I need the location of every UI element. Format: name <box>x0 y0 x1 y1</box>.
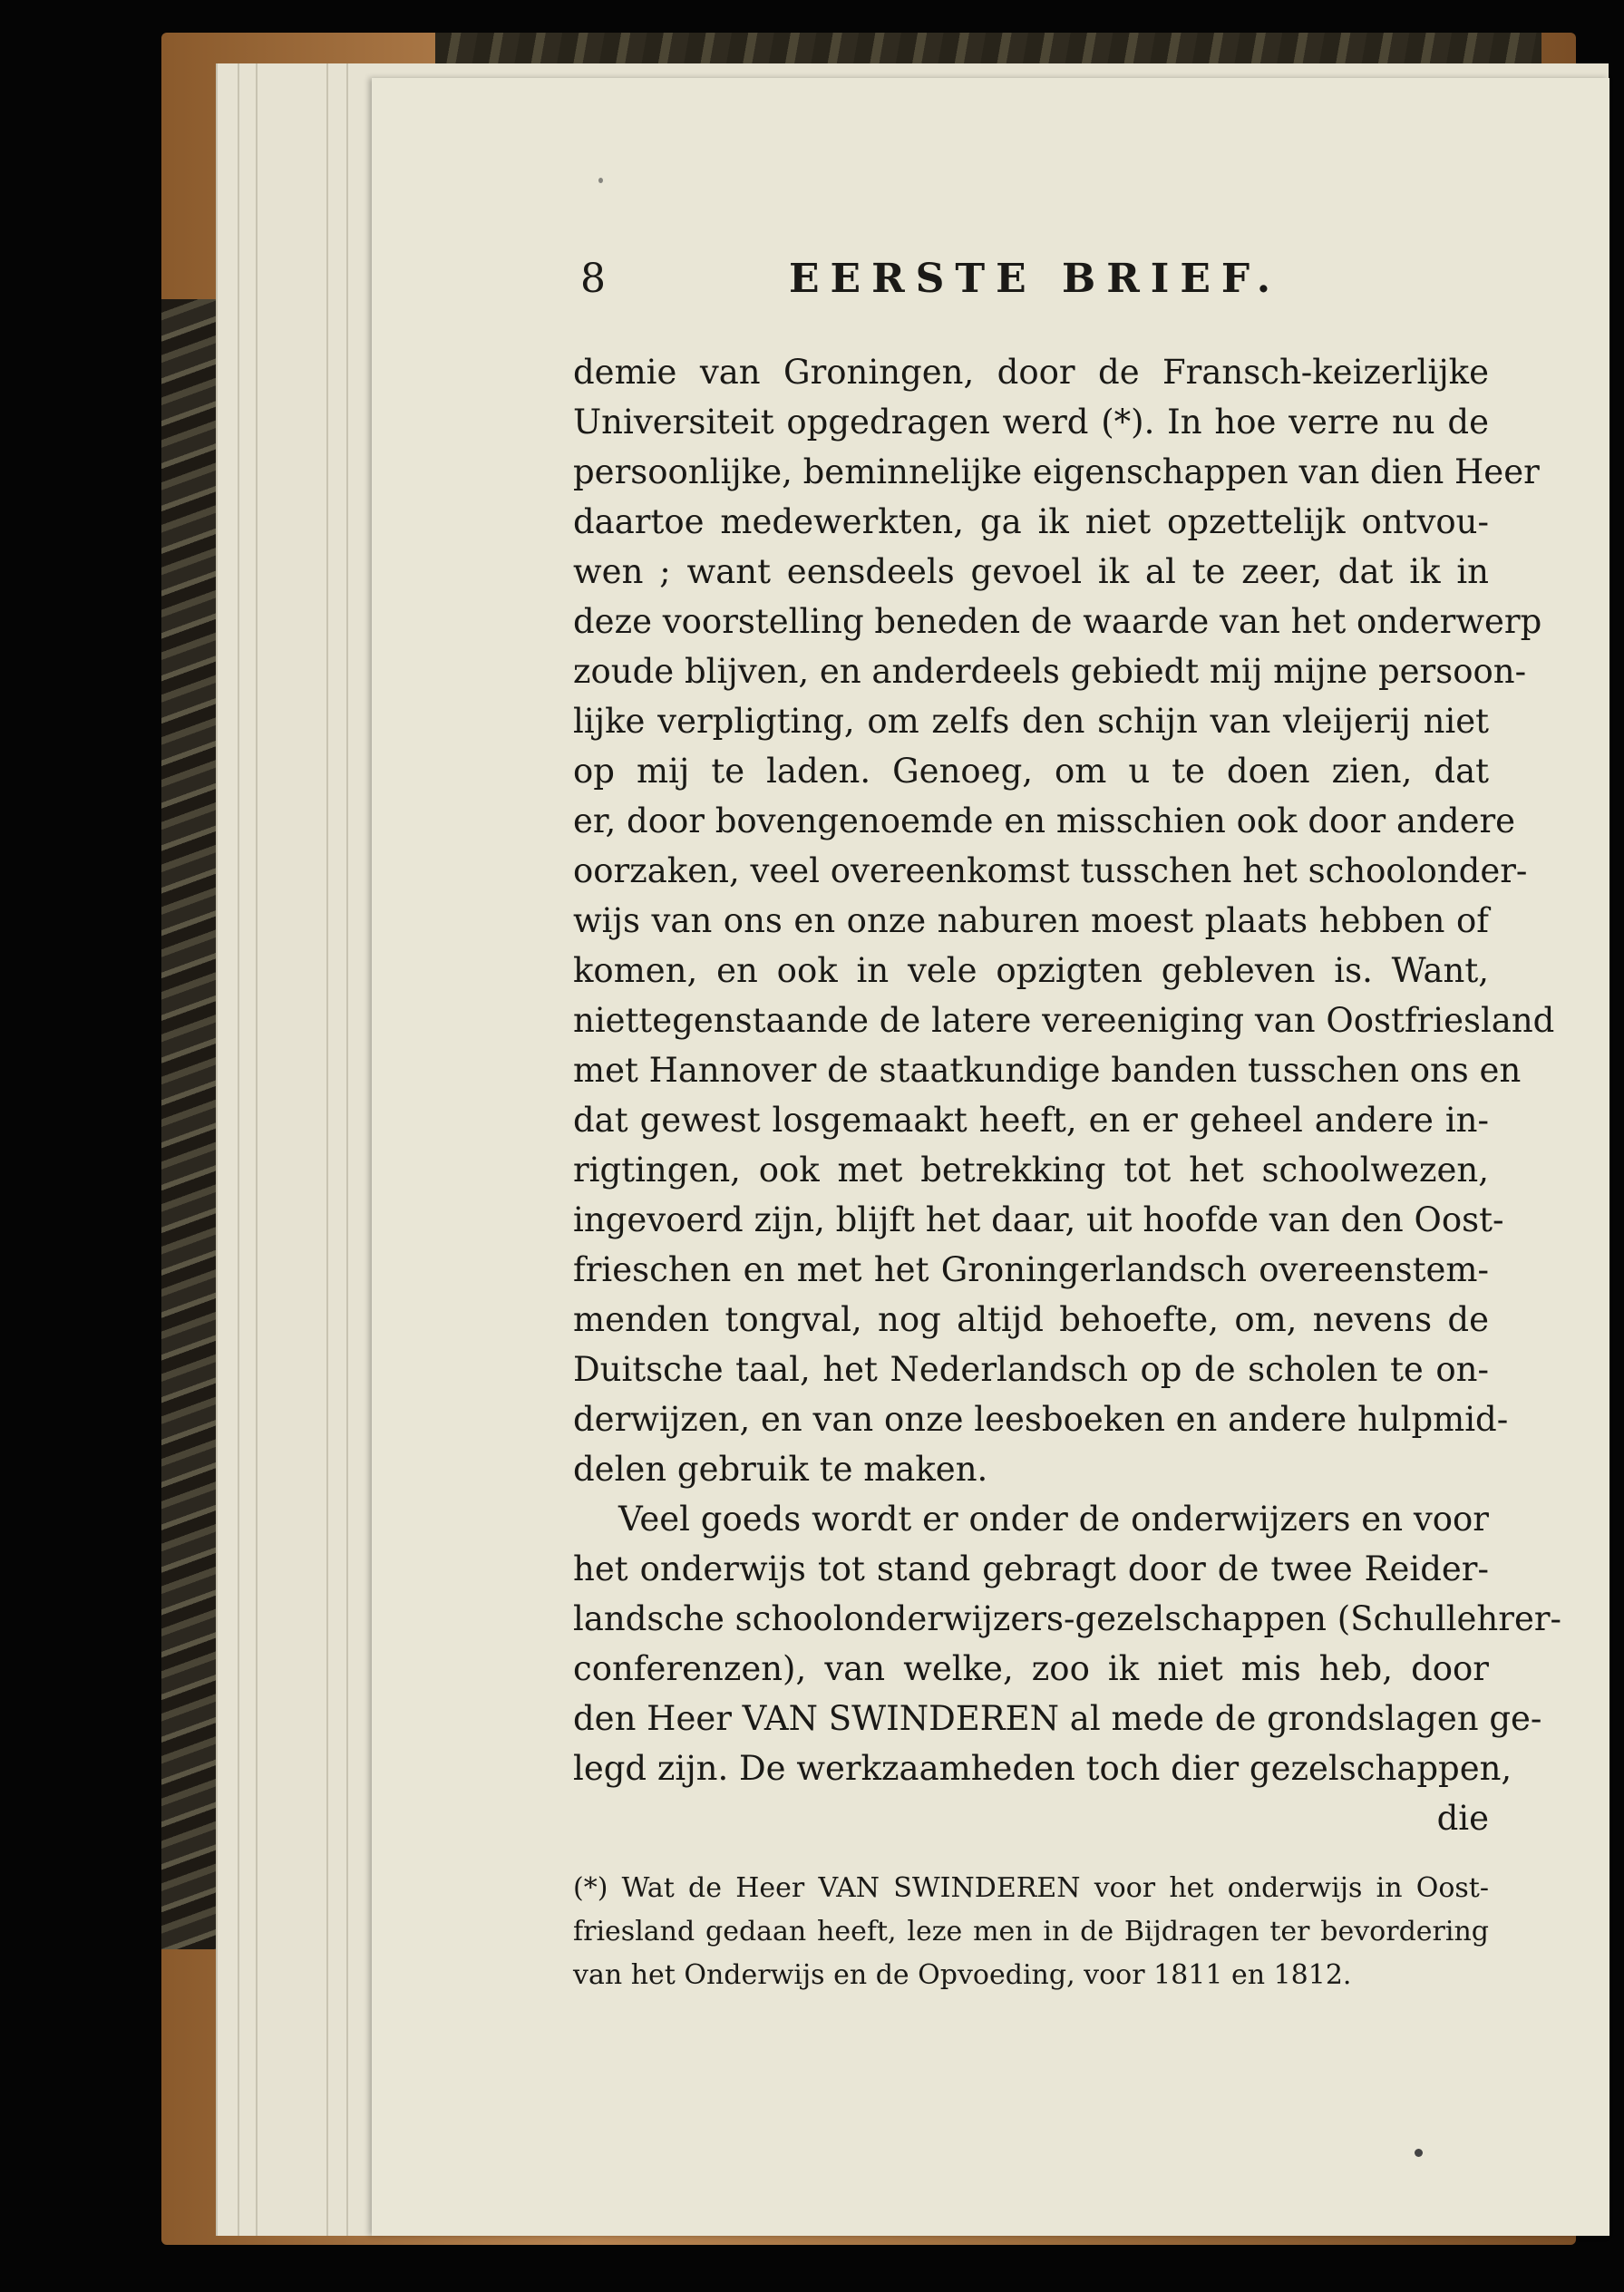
text-line: op mij te laden. Genoeg, om u te doen zien, dat <box>573 752 1489 791</box>
running-head: EERSTE BRIEF. <box>789 256 1282 302</box>
text-line: Duitsche taal, het Nederlandsch op de scholen te on- <box>573 1350 1489 1389</box>
text-line: lijke verpligting, om zelfs den schijn van vleijerij niet <box>573 702 1489 741</box>
ink-spot <box>1415 2149 1423 2157</box>
marbled-edge <box>161 299 218 1949</box>
footnote-line: van het Onderwijs en de Opvoeding, voor 1811 en 1812. <box>573 1959 1352 1991</box>
ink-spot <box>598 178 603 183</box>
text-line: wijs van ons en onze naburen moest plaats hebben of <box>573 901 1489 940</box>
text-line: zoude blijven, en anderdeels gebiedt mij mijne persoon- <box>573 652 1527 691</box>
text-line: Universiteit opgedragen werd (*). In hoe verre nu de <box>573 403 1489 442</box>
text-line: den Heer VAN SWINDEREN al mede de grondslagen ge- <box>573 1699 1542 1738</box>
text-line: conferenzen), van welke, zoo ik niet mis heb, door <box>573 1649 1489 1688</box>
text-line: er, door bovengenoemde en misschien ook door andere <box>573 801 1516 840</box>
page-header <box>580 256 1492 310</box>
text-line: persoonlijke, beminnelijke eigenschappen van dien Heer <box>573 452 1540 491</box>
text-line: komen, en ook in vele opzigten gebleven is. Want, <box>573 951 1489 990</box>
text-line: daartoe medewerkten, ga ik niet opzettelijk ontvou- <box>573 502 1489 541</box>
text-line: legd zijn. De werkzaamheden toch dier gezelschappen, <box>573 1749 1512 1788</box>
text-line: demie van Groningen, door de Fransch-keizerlijke <box>573 353 1489 392</box>
text-line: rigtingen, ook met betrekking tot het schoolwezen, <box>573 1151 1489 1190</box>
text-line: ingevoerd zijn, blijft het daar, uit hoofde van den Oost- <box>573 1200 1504 1239</box>
text-line: dat gewest losgemaakt heeft, en er geheel andere in- <box>573 1101 1489 1140</box>
text-line: oorzaken, veel overeenkomst tusschen het schoolonder- <box>573 851 1528 890</box>
page-number: 8 <box>580 256 606 302</box>
footnote-line: (*) Wat de Heer VAN SWINDEREN voor het onderwijs in Oost- <box>573 1872 1489 1904</box>
text-line: wen ; want eensdeels gevoel ik al te zeer, dat ik in <box>573 552 1489 591</box>
footnote-line: friesland gedaan heeft, leze men in de Bijdragen ter bevordering <box>573 1916 1489 1947</box>
text-line: frieschen en met het Groningerlandsch overeenstem- <box>573 1250 1489 1289</box>
paragraph-first-line: Veel goeds wordt er onder de onderwijzers en voor <box>618 1500 1489 1539</box>
text-line: landsche schoolonderwijzers-gezelschappen (Schullehrer- <box>573 1599 1562 1638</box>
text-line: delen gebruik te maken. <box>573 1450 988 1489</box>
text-line: deze voorstelling beneden de waarde van het onderwerp <box>573 602 1542 641</box>
text-line: het onderwijs tot stand gebragt door de twee Reider- <box>573 1549 1489 1588</box>
text-line: met Hannover de staatkundige banden tusschen ons en <box>573 1051 1522 1090</box>
text-line: derwijzen, en van onze leesboeken en andere hulpmid- <box>573 1400 1509 1439</box>
text-line: menden tongval, nog altijd behoefte, om, nevens de <box>573 1300 1489 1339</box>
catchword: die <box>1436 1799 1489 1838</box>
text-line: niettegenstaande de latere vereeniging van Oostfriesland <box>573 1001 1555 1040</box>
